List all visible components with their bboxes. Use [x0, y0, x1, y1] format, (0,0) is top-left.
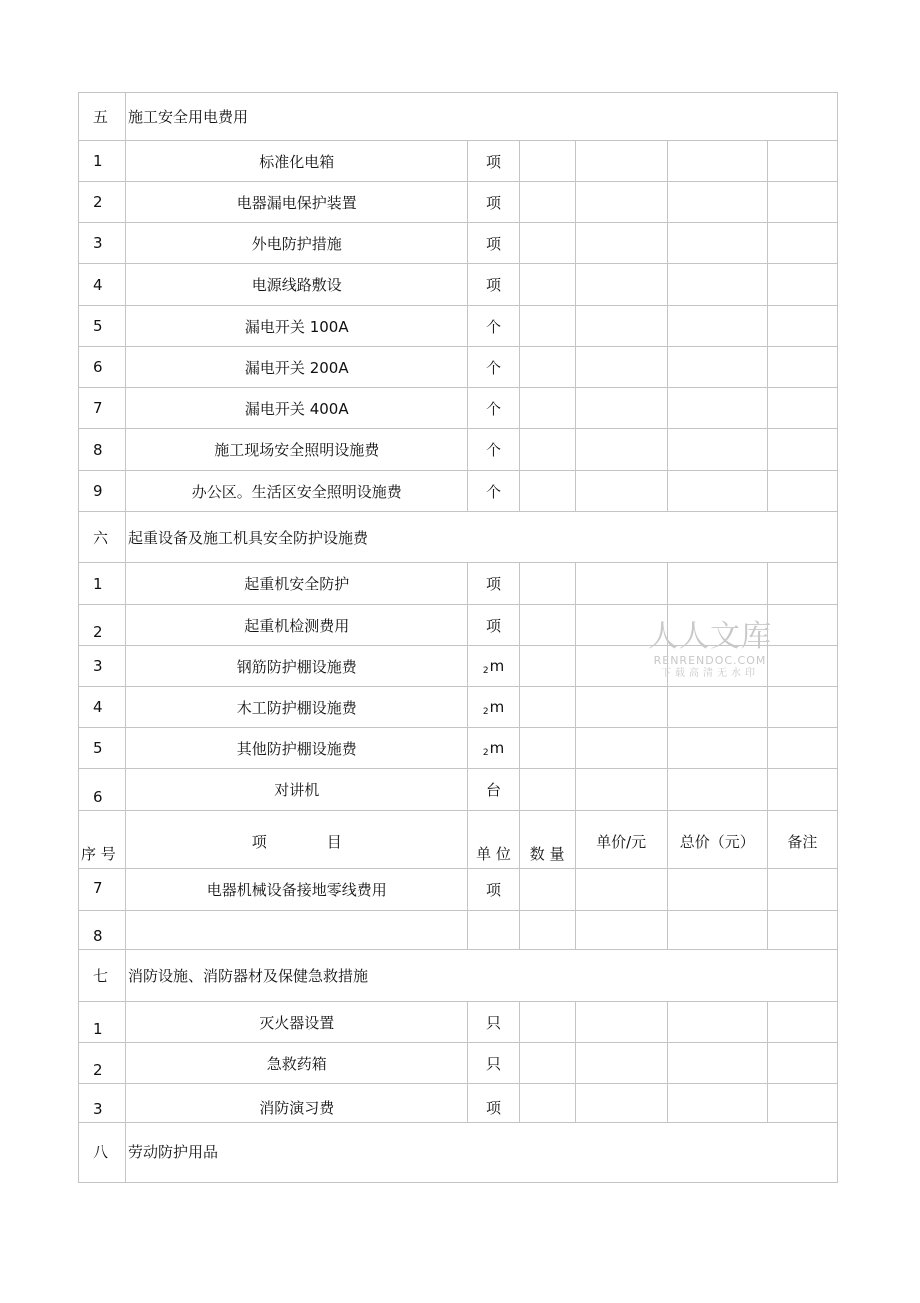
table-row — [79, 347, 838, 388]
table-row — [79, 605, 838, 646]
qty-cell — [519, 687, 575, 728]
qty-cell — [519, 869, 575, 911]
price-cell — [575, 769, 667, 811]
table-row — [79, 687, 838, 728]
qty-cell — [519, 769, 575, 811]
price-cell — [575, 388, 667, 429]
section-title: 起重设备及施工机具安全防护设施费 — [126, 512, 838, 563]
row-number: 7 — [79, 388, 126, 429]
total-cell — [667, 911, 767, 950]
table-row — [79, 388, 838, 429]
qty-cell — [519, 306, 575, 347]
total-cell — [667, 429, 767, 471]
item-cell: 漏电开关 400A — [126, 388, 468, 429]
item-cell: 灭火器设置 — [126, 1002, 468, 1043]
item-cell: 急救药箱 — [126, 1043, 468, 1084]
section-row — [79, 512, 838, 563]
table-row — [79, 911, 838, 950]
header-price: 单价/元 — [575, 811, 667, 869]
qty-cell — [519, 471, 575, 512]
item-cell: 起重机检测费用 — [126, 605, 468, 646]
item-cell: 漏电开关 100A — [126, 306, 468, 347]
unit-cell: 个 — [468, 429, 519, 471]
unit-cell — [468, 911, 519, 950]
price-cell — [575, 264, 667, 306]
section-title: 消防设施、消防器材及保健急救措施 — [126, 950, 838, 1002]
header-item — [126, 811, 468, 869]
note-cell — [767, 687, 837, 728]
unit-text: m — [489, 738, 505, 757]
price-cell — [575, 182, 667, 223]
row-number: 2 — [79, 1043, 126, 1084]
table-row — [79, 223, 838, 264]
unit-cell: 项 — [468, 141, 519, 182]
unit-exponent: 2 — [482, 665, 489, 676]
total-cell — [667, 769, 767, 811]
item-cell: 对讲机 — [126, 769, 468, 811]
note-cell — [767, 1043, 837, 1084]
price-cell — [575, 869, 667, 911]
total-cell — [667, 264, 767, 306]
note-cell — [767, 1002, 837, 1043]
price-cell — [575, 429, 667, 471]
watermark-site: RENRENDOC.COM — [653, 654, 767, 667]
unit-cell — [468, 728, 519, 769]
qty-cell — [519, 223, 575, 264]
total-cell — [667, 182, 767, 223]
row-number: 5 — [79, 306, 126, 347]
item-cell: 其他防护棚设施费 — [126, 728, 468, 769]
unit-exponent: 2 — [482, 706, 489, 717]
qty-cell — [519, 646, 575, 687]
table-row — [79, 1002, 838, 1043]
row-number: 1 — [79, 141, 126, 182]
note-cell — [767, 1084, 837, 1123]
price-cell — [575, 223, 667, 264]
note-cell — [767, 141, 837, 182]
qty-cell — [519, 563, 575, 605]
price-cell — [575, 687, 667, 728]
note-cell — [767, 264, 837, 306]
price-cell — [575, 1084, 667, 1123]
note-cell — [767, 769, 837, 811]
row-number: 4 — [79, 264, 126, 306]
price-cell — [575, 728, 667, 769]
qty-cell — [519, 911, 575, 950]
note-cell — [767, 646, 837, 687]
unit-cell: 项 — [468, 223, 519, 264]
row-number: 1 — [79, 563, 126, 605]
item-cell: 电器机械设备接地零线费用 — [126, 869, 468, 911]
table-row — [79, 769, 838, 811]
price-cell — [575, 306, 667, 347]
row-number: 6 — [79, 347, 126, 388]
item-cell: 钢筋防护棚设施费 — [126, 646, 468, 687]
note-cell — [767, 911, 837, 950]
note-cell — [767, 223, 837, 264]
note-cell — [767, 471, 837, 512]
row-number: 3 — [79, 1084, 126, 1123]
table-row — [79, 429, 838, 471]
price-cell — [575, 605, 667, 646]
total-cell — [667, 687, 767, 728]
table-row — [79, 471, 838, 512]
total-cell — [667, 306, 767, 347]
table-row — [79, 1043, 838, 1084]
note-cell — [767, 728, 837, 769]
section-number: 八 — [79, 1123, 126, 1183]
section-row — [79, 950, 838, 1002]
price-cell — [575, 563, 667, 605]
price-cell — [575, 347, 667, 388]
total-cell — [667, 1084, 767, 1123]
note-cell — [767, 605, 837, 646]
cost-table — [78, 92, 838, 1183]
price-cell — [575, 1043, 667, 1084]
note-cell — [767, 388, 837, 429]
item-cell: 电器漏电保护装置 — [126, 182, 468, 223]
header-note: 备注 — [767, 811, 837, 869]
item-cell: 外电防护措施 — [126, 223, 468, 264]
item-cell: 标准化电箱 — [126, 141, 468, 182]
total-cell — [667, 141, 767, 182]
table-row — [79, 563, 838, 605]
qty-cell — [519, 347, 575, 388]
row-number: 2 — [79, 182, 126, 223]
row-number: 2 — [79, 605, 126, 646]
section-row — [79, 1123, 838, 1183]
unit-cell: 个 — [468, 388, 519, 429]
header-qty: 数 量 — [519, 811, 575, 869]
unit-cell: 项 — [468, 605, 519, 646]
note-cell — [767, 869, 837, 911]
section-title: 施工安全用电费用 — [126, 93, 838, 141]
table-row — [79, 182, 838, 223]
header-item-a: 项 — [251, 833, 267, 851]
qty-cell — [519, 141, 575, 182]
total-cell — [667, 1043, 767, 1084]
item-cell: 施工现场安全照明设施费 — [126, 429, 468, 471]
table-row — [79, 728, 838, 769]
section-number: 六 — [79, 512, 126, 563]
row-number: 9 — [79, 471, 126, 512]
qty-cell — [519, 605, 575, 646]
qty-cell — [519, 1002, 575, 1043]
item-cell: 木工防护棚设施费 — [126, 687, 468, 728]
item-cell — [126, 911, 468, 950]
row-number: 5 — [79, 728, 126, 769]
row-number: 8 — [79, 911, 126, 950]
table-row — [79, 1084, 838, 1123]
price-cell — [575, 1002, 667, 1043]
unit-cell: 个 — [468, 347, 519, 388]
total-cell — [667, 646, 767, 687]
unit-cell — [468, 687, 519, 728]
watermark-note: 下载高清无水印 — [661, 668, 759, 679]
item-cell: 电源线路敷设 — [126, 264, 468, 306]
total-cell — [667, 347, 767, 388]
note-cell — [767, 429, 837, 471]
total-cell — [667, 388, 767, 429]
unit-cell: 项 — [468, 1084, 519, 1123]
note-cell — [767, 306, 837, 347]
qty-cell — [519, 182, 575, 223]
table-row — [79, 646, 838, 687]
row-number: 1 — [79, 1002, 126, 1043]
qty-cell — [519, 429, 575, 471]
unit-cell: 项 — [468, 563, 519, 605]
total-cell — [667, 1002, 767, 1043]
qty-cell — [519, 388, 575, 429]
total-cell — [667, 563, 767, 605]
table-row — [79, 141, 838, 182]
unit-cell: 台 — [468, 769, 519, 811]
item-cell: 消防演习费 — [126, 1084, 468, 1123]
unit-cell: 只 — [468, 1043, 519, 1084]
header-seq: 序 号 — [79, 811, 126, 869]
price-cell — [575, 471, 667, 512]
row-number: 3 — [79, 646, 126, 687]
total-cell — [667, 728, 767, 769]
note-cell — [767, 182, 837, 223]
total-cell — [667, 471, 767, 512]
price-cell — [575, 646, 667, 687]
watermark-logo-text: 人人文库 — [648, 619, 772, 654]
unit-cell: 个 — [468, 471, 519, 512]
header-unit: 单 位 — [468, 811, 519, 869]
unit-cell: 项 — [468, 182, 519, 223]
table-header-row — [79, 811, 838, 869]
total-cell — [667, 605, 767, 646]
unit-cell: 个 — [468, 306, 519, 347]
unit-cell: 项 — [468, 869, 519, 911]
row-number: 3 — [79, 223, 126, 264]
row-number: 6 — [79, 769, 126, 811]
note-cell — [767, 563, 837, 605]
unit-exponent: 2 — [482, 747, 489, 758]
qty-cell — [519, 1084, 575, 1123]
section-row — [79, 93, 838, 141]
section-number: 七 — [79, 950, 126, 1002]
price-cell — [575, 141, 667, 182]
row-number: 4 — [79, 687, 126, 728]
row-number: 7 — [79, 869, 126, 911]
price-cell — [575, 911, 667, 950]
table-row — [79, 306, 838, 347]
table-row — [79, 869, 838, 911]
qty-cell — [519, 1043, 575, 1084]
unit-text: m — [489, 697, 505, 716]
qty-cell — [519, 728, 575, 769]
header-item-b: 目 — [326, 833, 342, 851]
unit-cell — [468, 646, 519, 687]
qty-cell — [519, 264, 575, 306]
unit-cell: 只 — [468, 1002, 519, 1043]
note-cell — [767, 347, 837, 388]
table-row — [79, 264, 838, 306]
total-cell — [667, 869, 767, 911]
section-number: 五 — [79, 93, 126, 141]
item-cell: 起重机安全防护 — [126, 563, 468, 605]
header-total: 总价（元） — [667, 811, 767, 869]
total-cell — [667, 223, 767, 264]
unit-text: m — [489, 656, 505, 675]
item-cell: 漏电开关 200A — [126, 347, 468, 388]
item-cell: 办公区。生活区安全照明设施费 — [126, 471, 468, 512]
row-number: 8 — [79, 429, 126, 471]
section-title: 劳动防护用品 — [126, 1123, 838, 1183]
unit-cell: 项 — [468, 264, 519, 306]
